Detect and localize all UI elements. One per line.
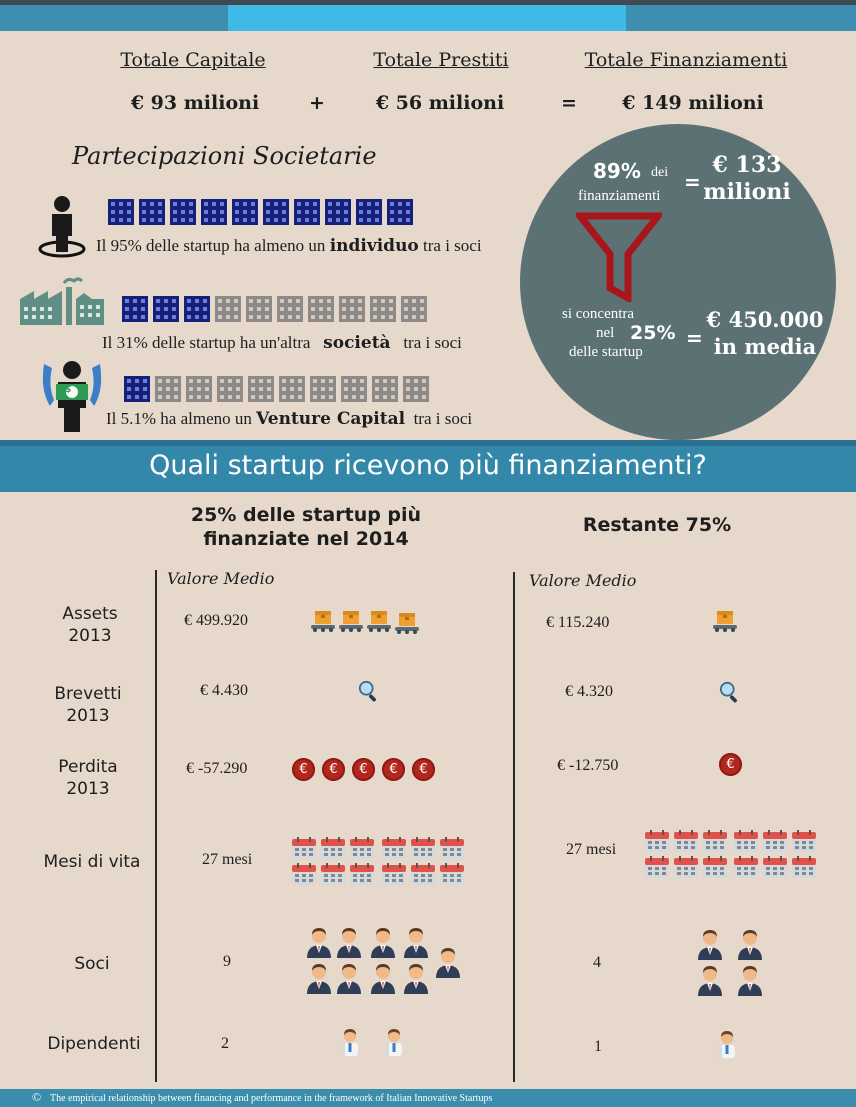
building-icon-empty (310, 376, 336, 402)
building-icon-filled (387, 199, 413, 225)
venture-capital-icon (40, 360, 104, 434)
building-icon-empty (308, 296, 334, 322)
building-icon-empty (186, 376, 212, 402)
partecipazioni-individuo-text: Il 95% delle startup ha almeno un individuo tra i soci (96, 236, 482, 256)
soci-right-value: 4 (593, 954, 601, 971)
copyright-symbol: © (32, 1090, 42, 1104)
footer-bar (0, 1089, 856, 1107)
row-label-mesi: Mesi di vita (43, 852, 141, 872)
totale-capitale-label: Totale Capitale (120, 49, 266, 71)
circle-si-concentra: si concentra (562, 306, 635, 322)
soci-right-businessmen (697, 928, 765, 998)
box-icon (713, 611, 737, 632)
perdita-left-coins (292, 758, 435, 781)
building-icon-empty (217, 376, 243, 402)
building-icon-empty (246, 296, 272, 322)
building-icon-empty (341, 376, 367, 402)
building-icon-empty (370, 296, 396, 322)
building-icon-empty (277, 296, 303, 322)
valore-medio-left: Valore Medio (167, 569, 275, 588)
circle-equals-2: = (686, 326, 703, 350)
coin-icon: € (382, 758, 405, 781)
coin-icon: € (322, 758, 345, 781)
brevetti-left-value: € 4.430 (200, 682, 248, 699)
building-icon-filled (294, 199, 320, 225)
coin-icon: € (352, 758, 375, 781)
funnel-icon (576, 212, 662, 302)
circle-pct-25: 25% (630, 322, 676, 344)
building-icon-empty (155, 376, 181, 402)
totale-prestiti-label: Totale Prestiti (373, 49, 509, 71)
building-icon-empty (372, 376, 398, 402)
totale-prestiti-value: € 56 milioni (375, 92, 505, 114)
building-icon-filled (124, 376, 150, 402)
column-head-restante: Restante 75% (582, 514, 732, 536)
circle-finanziamenti: finanziamenti (578, 188, 661, 204)
perdita-left-value: € -57.290 (186, 760, 248, 777)
building-icon-filled (201, 199, 227, 225)
totale-finanziamenti-value: € 149 milioni (622, 92, 764, 114)
circle-pct-89: 89% (593, 159, 641, 183)
partecipazioni-vc-text: Il 5.1% ha almeno un Venture Capital tra i soci (106, 409, 473, 429)
circle-nel: nel (596, 325, 615, 341)
assets-left-value: € 499.920 (184, 612, 248, 629)
divider-left (155, 570, 157, 1082)
building-icon-filled (153, 296, 179, 322)
building-icon-filled (356, 199, 382, 225)
box-icon (395, 613, 419, 634)
building-icon-filled (263, 199, 289, 225)
magnifier-icon (358, 680, 382, 704)
partecipazioni-title: Partecipazioni Societarie (72, 142, 377, 170)
mesi-left-value: 27 mesi (202, 851, 253, 868)
box-icon (311, 611, 335, 632)
coin-icon: € (719, 753, 742, 776)
dipendenti-left-value: 2 (221, 1035, 229, 1052)
building-icon-filled (184, 296, 210, 322)
section-band-strip (0, 440, 856, 446)
box-icon (367, 611, 391, 632)
dipendenti-right-value: 1 (594, 1038, 602, 1055)
building-icon-empty (215, 296, 241, 322)
valore-medio-right: Valore Medio (529, 571, 637, 590)
soci-left-businessmen (306, 926, 462, 996)
circle-value-450000: € 450.000 in media (706, 307, 824, 359)
mesi-right-calendars (645, 830, 819, 880)
plus-sign: + (309, 92, 325, 114)
column-head-top25: 25% delle startup più finanziate nel 2014 (190, 504, 422, 550)
vc-dollar-badge: $ (65, 385, 72, 395)
box-icon (339, 611, 363, 632)
coin-icon: € (292, 758, 315, 781)
building-icon-empty (279, 376, 305, 402)
row-label-dipendenti: Dipendenti (47, 1034, 141, 1054)
soci-left-value: 9 (223, 953, 231, 970)
building-icon-filled (108, 199, 134, 225)
mesi-right-value: 27 mesi (566, 841, 617, 858)
row-label-perdita: Perdita 2013 (58, 757, 118, 799)
building-icon-filled (139, 199, 165, 225)
building-icon-filled (325, 199, 351, 225)
circle-delle-startup: delle startup (569, 344, 643, 360)
equals-sign: = (561, 92, 577, 114)
building-grid-societa (122, 296, 427, 322)
partecipazioni-societa-text: Il 31% delle startup ha un'altra società tra i soci (102, 333, 462, 353)
footer-text: The empirical relationship between financing and performance in the framework of Italian Innovative Startups (50, 1093, 493, 1104)
totale-finanziamenti-label: Totale Finanziamenti (584, 49, 788, 71)
building-grid-individuo (108, 199, 413, 225)
circle-value-133: € 133 milioni (703, 152, 791, 205)
assets-right-icons (713, 610, 739, 634)
perdita-right-value: € -12.750 (557, 757, 619, 774)
brevetti-right-value: € 4.320 (565, 683, 613, 700)
magnifier-icon (719, 681, 743, 705)
coin-icon: € (412, 758, 435, 781)
top-band-highlight (228, 5, 626, 31)
circle-equals-1: = (684, 170, 701, 194)
perdita-right-coins (719, 753, 742, 776)
dipendenti-left-employees (339, 1028, 409, 1060)
assets-left-icons (311, 610, 423, 634)
assets-right-value: € 115.240 (546, 614, 610, 631)
row-label-assets: Assets 2013 (62, 604, 118, 646)
building-icon-empty (403, 376, 429, 402)
divider-right (513, 572, 515, 1082)
section-title-band (0, 440, 856, 492)
totale-capitale-value: € 93 milioni (130, 92, 260, 114)
row-label-soci: Soci (74, 954, 110, 974)
section-title: Quali startup ricevono più finanziamenti? (149, 450, 707, 481)
building-icon-empty (339, 296, 365, 322)
building-icon-empty (401, 296, 427, 322)
person-icon (36, 194, 88, 258)
mesi-left-calendars (292, 837, 468, 887)
building-icon-filled (122, 296, 148, 322)
building-icon-empty (248, 376, 274, 402)
circle-dei: dei (651, 165, 669, 180)
building-icon-filled (170, 199, 196, 225)
building-icon-filled (232, 199, 258, 225)
row-label-brevetti: Brevetti 2013 (54, 684, 122, 726)
factory-icon (18, 277, 106, 327)
dipendenti-right-employees (716, 1030, 742, 1062)
building-grid-vc (124, 376, 429, 402)
